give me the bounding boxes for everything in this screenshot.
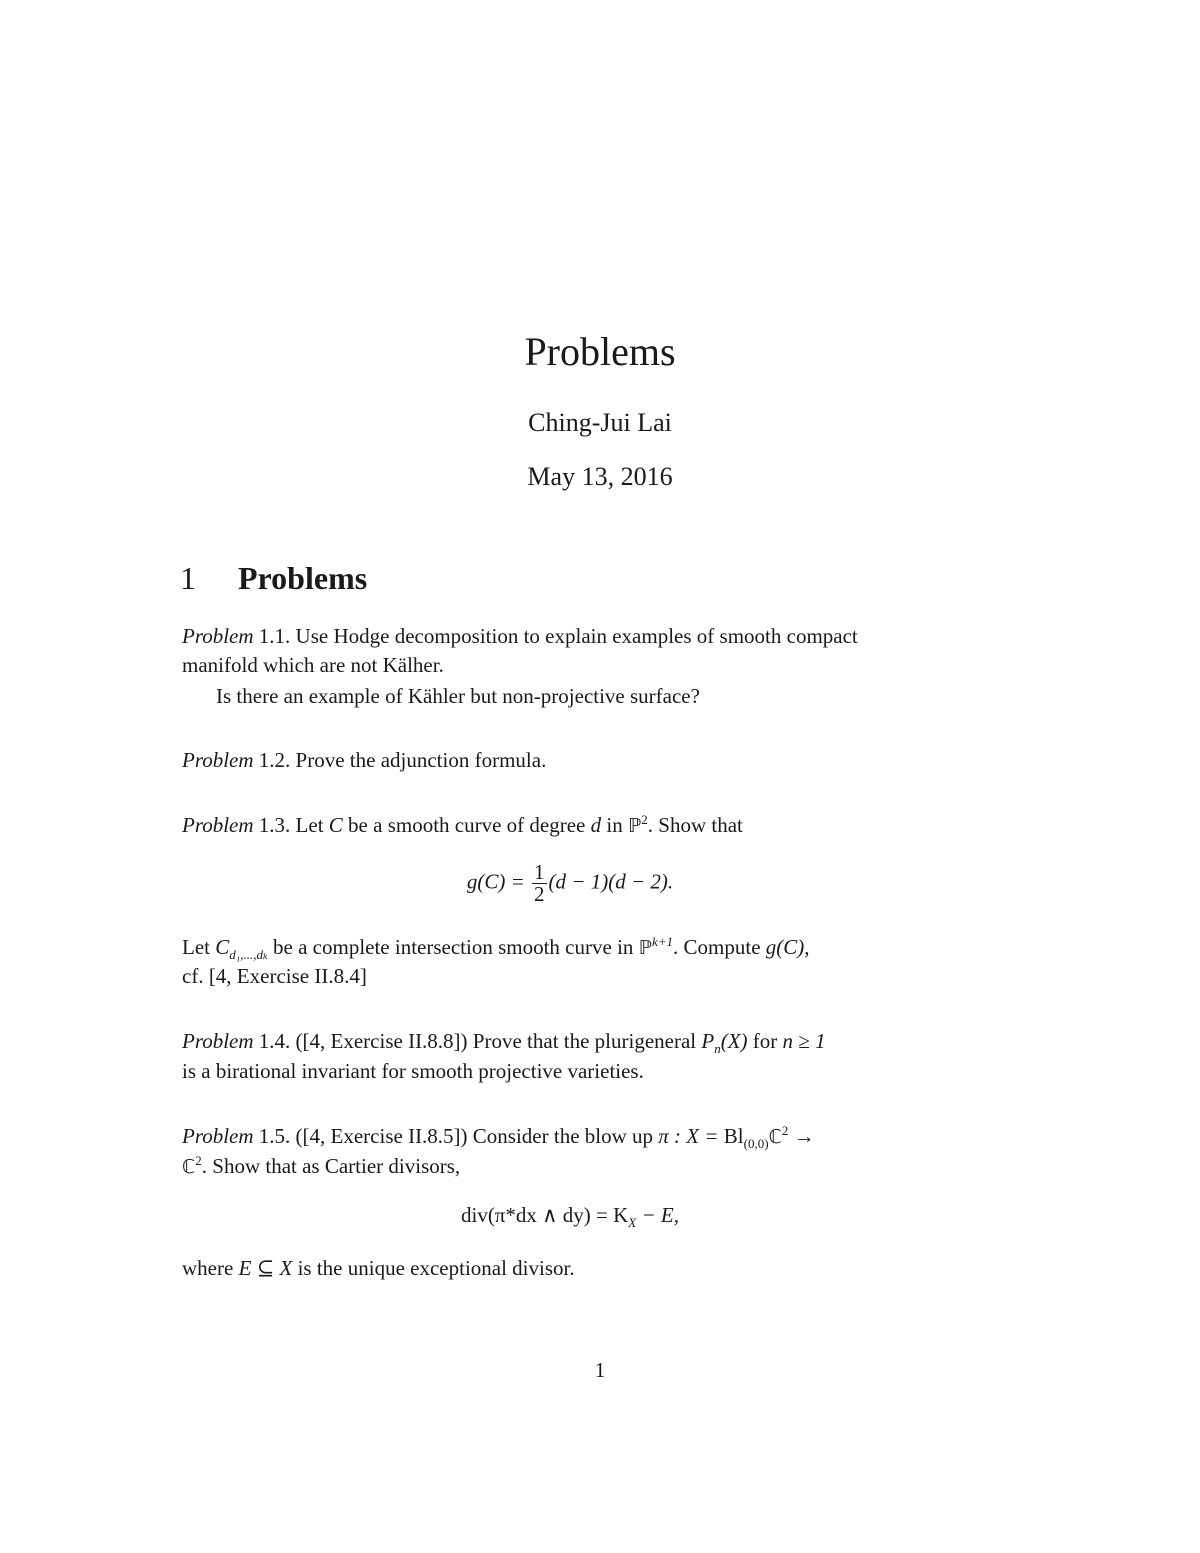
problem-1-3-reference: cf. [4, Exercise II.8.4] xyxy=(182,964,367,988)
problem-1-1-line-2: manifold which are not Kälher. xyxy=(182,653,444,677)
problem-1-5-line-2: ℂ$^2$. Show that as Cartier divisors, xyxy=(182,1153,461,1178)
problem-label: Problem xyxy=(182,748,254,772)
problem-1-5-line-3: where E ⊆ X is the unique exceptional divisor. xyxy=(182,1256,575,1280)
problem-1-4-line-1: Problem 1.4. ([4, Exercise II.8.8]) Prove that the plurigeneral $P_n(X)$ for n ≥ 1 xyxy=(182,1029,826,1057)
problem-number: 1.4. xyxy=(258,1029,291,1053)
problem-1-2: Problem 1.2. Prove the adjunction formula. xyxy=(182,748,547,772)
fraction-one-half: $\frac{1}{2}$ xyxy=(534,860,545,906)
problem-1-4-line-2: is a birational invariant for smooth projective varieties. xyxy=(182,1059,644,1083)
section-title: Problems xyxy=(238,560,368,596)
document-title: Problems xyxy=(524,329,676,374)
problem-1-3-line-2: Let $C_{d_1,...,d_k}$ be a complete intersection smooth curve in ℙ$^{k+1}$. Compute g(C), xyxy=(182,934,810,963)
problem-number: 1.1. xyxy=(258,624,291,648)
page-number: 1 xyxy=(594,1358,606,1382)
problem-label: Problem xyxy=(182,624,254,648)
problem-1-3-line-1: Problem 1.3. Let C be a smooth curve of degree d in ℙ$^2$. Show that xyxy=(182,812,743,837)
genus-formula: g(C) = $\frac{1}{2}$ (d − 1)(d − 2). xyxy=(466,860,674,906)
problem-label: Problem xyxy=(182,1124,254,1148)
canonical-divisor-formula: div(π*dx ∧ $dy) = K_X - E$, xyxy=(460,1203,679,1231)
problem-1-5-line-1: Problem 1.5. ([4, Exercise II.8.5]) Consider the blow up π : $X = Bl_{(0,0)}ℂ^2$ → xyxy=(182,1123,815,1152)
document-date: May 13, 2016 xyxy=(527,462,673,491)
section-number: 1 xyxy=(180,560,196,596)
problem-label: Problem xyxy=(182,813,254,837)
problem-1-1-line-3: Is there an example of Kähler but non-projective surface? xyxy=(216,684,700,708)
author-name: Ching-Jui Lai xyxy=(528,408,672,437)
problem-label: Problem xyxy=(182,1029,254,1053)
problem-1-1-line-1: Problem 1.1. Use Hodge decomposition to explain examples of smooth compact xyxy=(182,624,858,648)
problem-number: 1.3. xyxy=(258,813,291,837)
problem-number: 1.5. xyxy=(258,1124,291,1148)
problem-number: 1.2. xyxy=(258,748,291,772)
section-heading xyxy=(180,560,367,597)
